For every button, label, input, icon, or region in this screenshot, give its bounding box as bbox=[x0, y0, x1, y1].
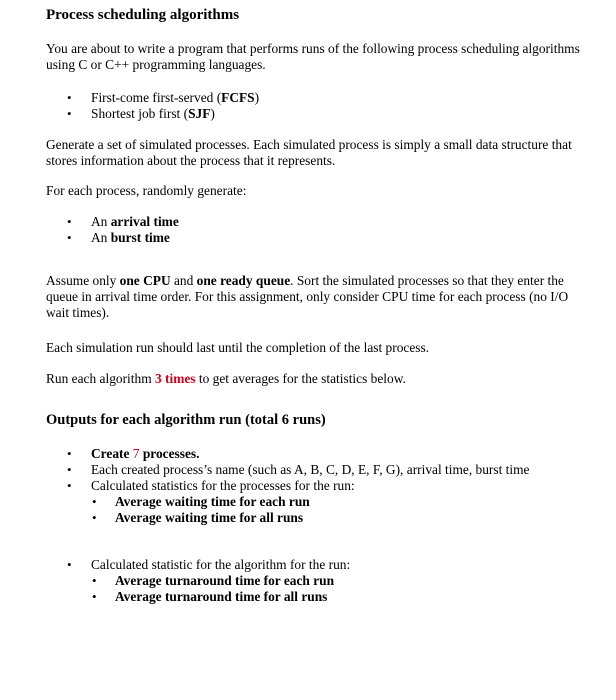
list-item: • Average turnaround time for all runs bbox=[46, 589, 591, 605]
page-title: Process scheduling algorithms bbox=[46, 7, 240, 23]
list-item: • An arrival time bbox=[46, 214, 591, 230]
generate-paragraph: Generate a set of simulated processes. Each simulated process is simply a small data structure that stores information about the process that it represents. bbox=[46, 137, 572, 168]
list-item: • Average turnaround time for each run bbox=[46, 573, 591, 589]
random-intro: For each process, randomly generate: bbox=[46, 183, 247, 198]
outputs-list bbox=[46, 446, 591, 526]
random-list bbox=[46, 214, 591, 246]
algorithm-stats-list bbox=[46, 557, 591, 605]
list-item: • Create 7 processes. bbox=[46, 446, 591, 462]
list-item: • Average waiting time for all runs bbox=[46, 510, 591, 526]
outputs-heading: Outputs for each algorithm run (total 6 runs) bbox=[46, 412, 326, 428]
list-item: • Calculated statistic for the algorithm for the run: bbox=[46, 557, 591, 573]
algorithm-list bbox=[46, 90, 591, 122]
assume-paragraph: Assume only one CPU and one ready queue. Sort the simulated processes so that they enter the queue in arrival time order. For this assignment, only consider CPU time for each process (no I/O wait times). bbox=[46, 273, 569, 320]
list-item: • Calculated statistics for the processes for the run: bbox=[46, 478, 591, 494]
intro-paragraph: You are about to write a program that performs runs of the following process scheduling algorithms using C or C++ programming languages. bbox=[46, 41, 580, 72]
list-item: • Shortest job first (SJF) bbox=[46, 106, 591, 122]
list-item: • An burst time bbox=[46, 230, 591, 246]
list-item: • Average waiting time for each run bbox=[46, 494, 591, 510]
run-each-paragraph: Run each algorithm 3 times to get averages for the statistics below. bbox=[46, 371, 406, 386]
list-item: • First-come first-served (FCFS) bbox=[46, 90, 591, 106]
list-item: • Each created process’s name (such as A, B, C, D, E, F, G), arrival time, burst time bbox=[46, 462, 591, 478]
simulation-paragraph: Each simulation run should last until the completion of the last process. bbox=[46, 340, 430, 355]
